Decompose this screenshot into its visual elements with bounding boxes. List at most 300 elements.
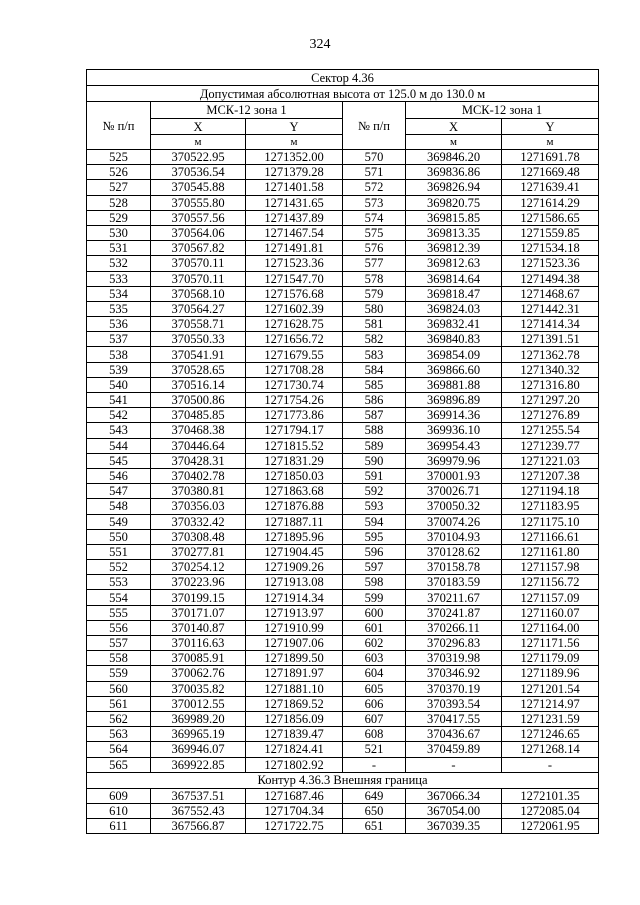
x-value: 369914.36: [406, 408, 502, 423]
y-value: 1271831.29: [246, 453, 343, 468]
x-value: 370116.63: [151, 636, 246, 651]
table-row: [87, 225, 599, 240]
table-row: [87, 256, 599, 271]
x-value: 369832.41: [406, 317, 502, 332]
y-value: 1271876.88: [246, 499, 343, 514]
x-value: 370436.67: [406, 727, 502, 742]
y-value: 1271166.61: [502, 529, 599, 544]
y-value: 1272085.04: [502, 803, 599, 818]
y-value: 1271913.97: [246, 605, 343, 620]
point-number: 600: [343, 605, 406, 620]
point-number: 608: [343, 727, 406, 742]
point-number: 589: [343, 438, 406, 453]
y-value: 1271231.59: [502, 711, 599, 726]
y-value: 1271239.77: [502, 438, 599, 453]
height-header-row: [87, 86, 599, 102]
table-row: [87, 150, 599, 165]
y-value: 1271491.81: [246, 241, 343, 256]
point-number: 547: [87, 484, 151, 499]
table-row: [87, 575, 599, 590]
point-number: 581: [343, 317, 406, 332]
y-value: 1271523.36: [502, 256, 599, 271]
x-value: 370254.12: [151, 560, 246, 575]
y-value: 1271494.38: [502, 271, 599, 286]
table-row: [87, 484, 599, 499]
y-value: 1271246.65: [502, 727, 599, 742]
table-row: [87, 165, 599, 180]
point-number: 535: [87, 301, 151, 316]
point-number: 536: [87, 317, 151, 332]
point-number: 611: [87, 819, 151, 834]
x-value: 370516.14: [151, 377, 246, 392]
x-value: 370459.89: [406, 742, 502, 757]
point-number: 650: [343, 803, 406, 818]
sector-title: Сектор 4.36: [87, 70, 599, 86]
table-row: [87, 711, 599, 726]
point-number: 560: [87, 681, 151, 696]
point-number: 561: [87, 696, 151, 711]
y-unit-right: м: [502, 135, 599, 150]
x-value: 369866.60: [406, 362, 502, 377]
point-number: 530: [87, 225, 151, 240]
point-number: 542: [87, 408, 151, 423]
x-value: 370446.64: [151, 438, 246, 453]
y-value: 1271391.51: [502, 332, 599, 347]
table-row: [87, 544, 599, 559]
point-number: 546: [87, 468, 151, 483]
x-value: 370104.93: [406, 529, 502, 544]
point-number: 573: [343, 195, 406, 210]
y-value: 1271754.26: [246, 393, 343, 408]
y-value: 1271899.50: [246, 651, 343, 666]
point-number: 553: [87, 575, 151, 590]
y-value: 1271156.72: [502, 575, 599, 590]
y-value: 1271171.56: [502, 636, 599, 651]
point-number: 571: [343, 165, 406, 180]
x-value: 370500.86: [151, 393, 246, 408]
x-value: 369824.03: [406, 301, 502, 316]
point-number: 591: [343, 468, 406, 483]
x-value: 369813.35: [406, 225, 502, 240]
point-number: 541: [87, 393, 151, 408]
x-value: 370211.67: [406, 590, 502, 605]
x-value: 370545.88: [151, 180, 246, 195]
y-value: 1271869.52: [246, 696, 343, 711]
x-value: 369979.96: [406, 453, 502, 468]
x-value: 370485.85: [151, 408, 246, 423]
system-header-right: МСК-12 зона 1: [406, 102, 599, 119]
y-value: 1271316.80: [502, 377, 599, 392]
point-number: 554: [87, 590, 151, 605]
point-number: 544: [87, 438, 151, 453]
y-value: 1271207.38: [502, 468, 599, 483]
point-number: 595: [343, 529, 406, 544]
x-value: 370332.42: [151, 514, 246, 529]
point-number: 548: [87, 499, 151, 514]
x-value: 370012.55: [151, 696, 246, 711]
x-value: 370183.59: [406, 575, 502, 590]
table-row: [87, 788, 599, 803]
y-value: 1271523.36: [246, 256, 343, 271]
point-number: 588: [343, 423, 406, 438]
x-value: 370356.03: [151, 499, 246, 514]
table-row: [87, 347, 599, 362]
y-value: 1271909.26: [246, 560, 343, 575]
point-number: 603: [343, 651, 406, 666]
x-value: 370564.06: [151, 225, 246, 240]
x-value: 370074.26: [406, 514, 502, 529]
coordinates-table: [86, 69, 599, 834]
point-number: 583: [343, 347, 406, 362]
y-value: 1271297.20: [502, 393, 599, 408]
point-number: 574: [343, 210, 406, 225]
contour-header-row: [87, 772, 599, 788]
point-number: 537: [87, 332, 151, 347]
y-value: 1271913.08: [246, 575, 343, 590]
y-value: 1271602.39: [246, 301, 343, 316]
point-number: 556: [87, 620, 151, 635]
x-value: 370557.56: [151, 210, 246, 225]
y-value: 1271401.58: [246, 180, 343, 195]
table-row: [87, 241, 599, 256]
point-number: 529: [87, 210, 151, 225]
y-header-left: Y: [246, 119, 343, 135]
y-value: 1271221.03: [502, 453, 599, 468]
system-header-row: [87, 102, 599, 119]
y-value: 1271824.41: [246, 742, 343, 757]
y-value: 1271895.96: [246, 529, 343, 544]
point-number: 606: [343, 696, 406, 711]
y-value: 1271414.34: [502, 317, 599, 332]
point-number: 558: [87, 651, 151, 666]
x-value: 369881.88: [406, 377, 502, 392]
x-value: 367066.34: [406, 788, 502, 803]
x-value: 370158.78: [406, 560, 502, 575]
table-row: [87, 696, 599, 711]
point-number: 532: [87, 256, 151, 271]
table-row: [87, 286, 599, 301]
x-value: 370319.98: [406, 651, 502, 666]
table-row: [87, 757, 599, 772]
y-value: 1271559.85: [502, 225, 599, 240]
table-row: [87, 423, 599, 438]
table-row: [87, 317, 599, 332]
point-number: 575: [343, 225, 406, 240]
x-value: 369954.43: [406, 438, 502, 453]
point-number: 545: [87, 453, 151, 468]
y-value: 1271669.48: [502, 165, 599, 180]
y-value: 1272061.95: [502, 819, 599, 834]
table-row: [87, 620, 599, 635]
x-value: 370199.15: [151, 590, 246, 605]
y-value: 1271730.74: [246, 377, 343, 392]
x-value: 367039.35: [406, 819, 502, 834]
point-number: 579: [343, 286, 406, 301]
y-value: 1271214.97: [502, 696, 599, 711]
x-value: 370570.11: [151, 256, 246, 271]
point-number: 563: [87, 727, 151, 742]
table-row: [87, 195, 599, 210]
x-value: 370567.82: [151, 241, 246, 256]
x-value: 370346.92: [406, 666, 502, 681]
point-number: 605: [343, 681, 406, 696]
x-value: 370062.76: [151, 666, 246, 681]
point-number: 585: [343, 377, 406, 392]
y-value: 1271679.55: [246, 347, 343, 362]
y-value: 1271379.28: [246, 165, 343, 180]
x-value: 369846.20: [406, 150, 502, 165]
y-value: 1271628.75: [246, 317, 343, 332]
x-value: 370428.31: [151, 453, 246, 468]
point-number: 649: [343, 788, 406, 803]
height-caption: Допустимая абсолютная высота от 125.0 м до 130.0 м: [87, 86, 599, 102]
y-header-right: Y: [502, 119, 599, 135]
x-value: 370528.65: [151, 362, 246, 377]
y-value: 1271157.09: [502, 590, 599, 605]
x-value: 370522.95: [151, 150, 246, 165]
y-value: 1272101.35: [502, 788, 599, 803]
x-value: 370223.96: [151, 575, 246, 590]
x-value: 369936.10: [406, 423, 502, 438]
point-number: 564: [87, 742, 151, 757]
x-value: 367054.00: [406, 803, 502, 818]
y-value: 1271891.97: [246, 666, 343, 681]
table-row: [87, 803, 599, 818]
x-value: 370001.93: [406, 468, 502, 483]
x-value: 370085.91: [151, 651, 246, 666]
table-row: [87, 742, 599, 757]
y-value: 1271362.78: [502, 347, 599, 362]
y-value: 1271691.78: [502, 150, 599, 165]
table-row: [87, 651, 599, 666]
y-value: 1271614.29: [502, 195, 599, 210]
table-row: [87, 271, 599, 286]
y-value: 1271189.96: [502, 666, 599, 681]
point-number: 538: [87, 347, 151, 362]
point-number: 610: [87, 803, 151, 818]
table-row: [87, 636, 599, 651]
point-number: 572: [343, 180, 406, 195]
table-row: [87, 529, 599, 544]
x-value: 369836.86: [406, 165, 502, 180]
y-value: 1271183.95: [502, 499, 599, 514]
x-value: 370550.33: [151, 332, 246, 347]
y-value: 1271914.34: [246, 590, 343, 605]
table-row: [87, 605, 599, 620]
y-value: 1271656.72: [246, 332, 343, 347]
y-value: 1271194.18: [502, 484, 599, 499]
x-value: 370558.71: [151, 317, 246, 332]
point-number: 582: [343, 332, 406, 347]
table-row: [87, 453, 599, 468]
point-number: 557: [87, 636, 151, 651]
point-number: 598: [343, 575, 406, 590]
x-value: 369989.20: [151, 711, 246, 726]
x-value: 370570.11: [151, 271, 246, 286]
point-number: 525: [87, 150, 151, 165]
point-number: 539: [87, 362, 151, 377]
x-header-left: X: [151, 119, 246, 135]
table-row: [87, 408, 599, 423]
y-value: 1271255.54: [502, 423, 599, 438]
y-value: 1271352.00: [246, 150, 343, 165]
table-row: [87, 438, 599, 453]
point-number: 559: [87, 666, 151, 681]
x-value: 370128.62: [406, 544, 502, 559]
point-number: 578: [343, 271, 406, 286]
table-row: [87, 468, 599, 483]
table-row: [87, 514, 599, 529]
point-number: 526: [87, 165, 151, 180]
y-value: -: [502, 757, 599, 772]
x-value: 369946.07: [151, 742, 246, 757]
point-number: 531: [87, 241, 151, 256]
x-value: 370026.71: [406, 484, 502, 499]
x-value: 370277.81: [151, 544, 246, 559]
y-value: 1271910.99: [246, 620, 343, 635]
point-number: 609: [87, 788, 151, 803]
x-value: 370171.07: [151, 605, 246, 620]
point-number: 601: [343, 620, 406, 635]
y-value: 1271708.28: [246, 362, 343, 377]
x-value: 370536.54: [151, 165, 246, 180]
y-value: 1271431.65: [246, 195, 343, 210]
x-value: 367566.87: [151, 819, 246, 834]
y-value: 1271687.46: [246, 788, 343, 803]
y-value: 1271534.18: [502, 241, 599, 256]
point-number: 570: [343, 150, 406, 165]
point-number: 528: [87, 195, 151, 210]
x-value: 370393.54: [406, 696, 502, 711]
table-row: [87, 560, 599, 575]
point-number: 555: [87, 605, 151, 620]
x-value: -: [406, 757, 502, 772]
y-value: 1271201.54: [502, 681, 599, 696]
y-value: 1271164.00: [502, 620, 599, 635]
point-number: 533: [87, 271, 151, 286]
x-value: 369820.75: [406, 195, 502, 210]
table-row: [87, 180, 599, 195]
table-row: [87, 681, 599, 696]
point-number: 521: [343, 742, 406, 757]
table-row: [87, 590, 599, 605]
x-value: 367552.43: [151, 803, 246, 818]
x-value: 370241.87: [406, 605, 502, 620]
y-value: 1271179.09: [502, 651, 599, 666]
point-number: 590: [343, 453, 406, 468]
x-value: 369922.85: [151, 757, 246, 772]
npp-header-left: № п/п: [87, 102, 151, 150]
x-value: 370035.82: [151, 681, 246, 696]
x-value: 370296.83: [406, 636, 502, 651]
table-row: [87, 332, 599, 347]
point-number: 607: [343, 711, 406, 726]
x-value: 370564.27: [151, 301, 246, 316]
y-value: 1271276.89: [502, 408, 599, 423]
point-number: 651: [343, 819, 406, 834]
y-value: 1271887.11: [246, 514, 343, 529]
table-row: [87, 377, 599, 392]
sector-header-row: [87, 70, 599, 86]
y-value: 1271722.75: [246, 819, 343, 834]
point-number: 552: [87, 560, 151, 575]
y-value: 1271268.14: [502, 742, 599, 757]
y-value: 1271161.80: [502, 544, 599, 559]
point-number: 597: [343, 560, 406, 575]
contour-title: Контур 4.36.3 Внешняя граница: [87, 772, 599, 788]
table-row: [87, 819, 599, 834]
y-value: 1271881.10: [246, 681, 343, 696]
y-value: 1271576.68: [246, 286, 343, 301]
y-value: 1271802.92: [246, 757, 343, 772]
point-number: 580: [343, 301, 406, 316]
y-value: 1271863.68: [246, 484, 343, 499]
x-value: 370541.91: [151, 347, 246, 362]
table-row: [87, 301, 599, 316]
x-value: 370266.11: [406, 620, 502, 635]
x-value: 370402.78: [151, 468, 246, 483]
y-value: 1271794.17: [246, 423, 343, 438]
table-row: [87, 362, 599, 377]
x-header-right: X: [406, 119, 502, 135]
table-row: [87, 210, 599, 225]
table-row: [87, 666, 599, 681]
x-value: 369818.47: [406, 286, 502, 301]
page-number: 324: [309, 37, 331, 52]
y-value: 1271704.34: [246, 803, 343, 818]
x-value: 370568.10: [151, 286, 246, 301]
table-row: [87, 499, 599, 514]
y-value: 1271340.32: [502, 362, 599, 377]
x-value: 370140.87: [151, 620, 246, 635]
x-value: 369812.63: [406, 256, 502, 271]
y-value: 1271437.89: [246, 210, 343, 225]
point-number: -: [343, 757, 406, 772]
y-value: 1271157.98: [502, 560, 599, 575]
point-number: 543: [87, 423, 151, 438]
point-number: 596: [343, 544, 406, 559]
y-value: 1271175.10: [502, 514, 599, 529]
y-value: 1271547.70: [246, 271, 343, 286]
table-row: [87, 393, 599, 408]
point-number: 562: [87, 711, 151, 726]
x-value: 370468.38: [151, 423, 246, 438]
point-number: 592: [343, 484, 406, 499]
x-value: 370050.32: [406, 499, 502, 514]
point-number: 599: [343, 590, 406, 605]
x-value: 370417.55: [406, 711, 502, 726]
x-value: 369854.09: [406, 347, 502, 362]
y-value: 1271639.41: [502, 180, 599, 195]
x-value: 369965.19: [151, 727, 246, 742]
x-value: 369815.85: [406, 210, 502, 225]
y-value: 1271856.09: [246, 711, 343, 726]
x-value: 369896.89: [406, 393, 502, 408]
y-value: 1271904.45: [246, 544, 343, 559]
point-number: 549: [87, 514, 151, 529]
x-value: 369814.64: [406, 271, 502, 286]
x-value: 370555.80: [151, 195, 246, 210]
system-header-left: МСК-12 зона 1: [151, 102, 343, 119]
point-number: 577: [343, 256, 406, 271]
table-row: [87, 727, 599, 742]
x-unit-right: м: [406, 135, 502, 150]
y-value: 1271839.47: [246, 727, 343, 742]
y-value: 1271467.54: [246, 225, 343, 240]
y-value: 1271442.31: [502, 301, 599, 316]
point-number: 584: [343, 362, 406, 377]
point-number: 593: [343, 499, 406, 514]
